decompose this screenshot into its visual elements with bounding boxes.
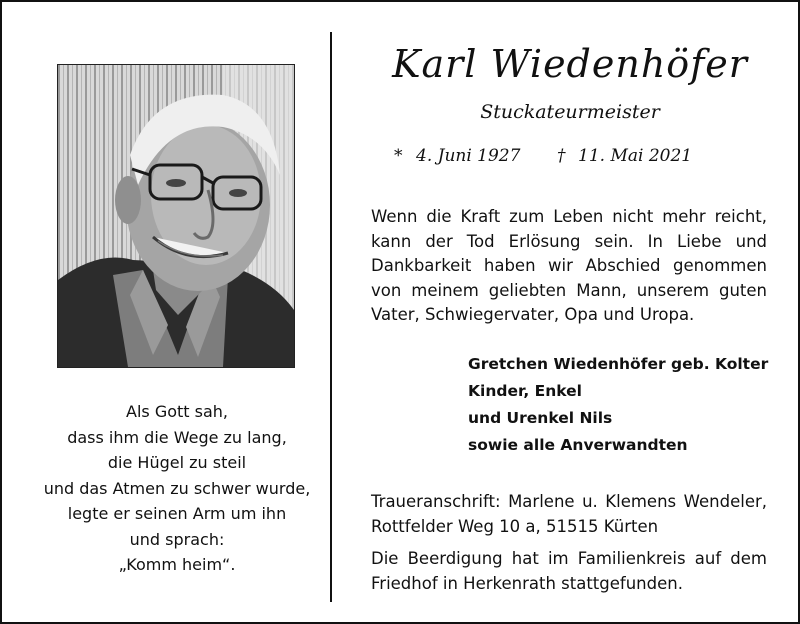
funeral-line: Friedhof in Herkenrath stattgefunden. xyxy=(371,573,683,593)
poem-line: „Komm heim“. xyxy=(118,555,236,574)
poem-line: und das Atmen zu schwer wurde, xyxy=(43,478,311,498)
family-line: und Urenkel Nils xyxy=(468,409,613,427)
family-signature xyxy=(468,351,778,459)
poem-line: und sprach: xyxy=(129,529,225,549)
mourning-address xyxy=(371,490,767,539)
family-line: Kinder, Enkel xyxy=(468,382,582,400)
deceased-name: Karl Wiedenhöfer xyxy=(392,42,748,86)
poem-line: Als Gott sah, xyxy=(126,402,228,421)
poem xyxy=(32,399,322,578)
funeral-notice xyxy=(371,547,767,596)
poem-line: die Hügel zu steil xyxy=(107,453,247,472)
message-line: kann der Tod Erlösung sein. In Liebe und xyxy=(371,231,767,251)
address-line: Traueranschrift: Marlene u. Klemens Wendeler, xyxy=(371,492,767,511)
vertical-divider xyxy=(330,32,332,602)
message-line: von meinem geliebten Mann, unserem guten xyxy=(371,280,767,300)
family-line: sowie alle Anverwandten xyxy=(468,436,688,454)
death-symbol: † xyxy=(557,146,566,166)
poem-line: legte er seinen Arm um ihn xyxy=(67,504,287,523)
poem-line: dass ihm die Wege zu lang, xyxy=(67,427,287,447)
address-line: Rottfelder Weg 10 a, 51515 Kürten xyxy=(371,516,659,536)
birth-date: 4. Juni 1927 xyxy=(416,146,521,166)
portrait-photo xyxy=(57,64,295,368)
message-line: Vater, Schwiegervater, Opa und Uropa. xyxy=(371,305,695,324)
funeral-line: Die Beerdigung hat im Familienkreis auf dem xyxy=(371,549,767,568)
message-line: Dankbarkeit haben wir Abschied genommen xyxy=(371,256,767,275)
birth-symbol: * xyxy=(394,146,403,166)
death-date: 11. Mai 2021 xyxy=(578,146,693,166)
family-line: Gretchen Wiedenhöfer geb. Kolter xyxy=(468,355,769,373)
message-paragraph xyxy=(371,205,767,328)
deceased-profession: Stuckateurmeister xyxy=(480,101,660,123)
message-line: Wenn die Kraft zum Leben nicht mehr reicht, xyxy=(371,207,767,226)
